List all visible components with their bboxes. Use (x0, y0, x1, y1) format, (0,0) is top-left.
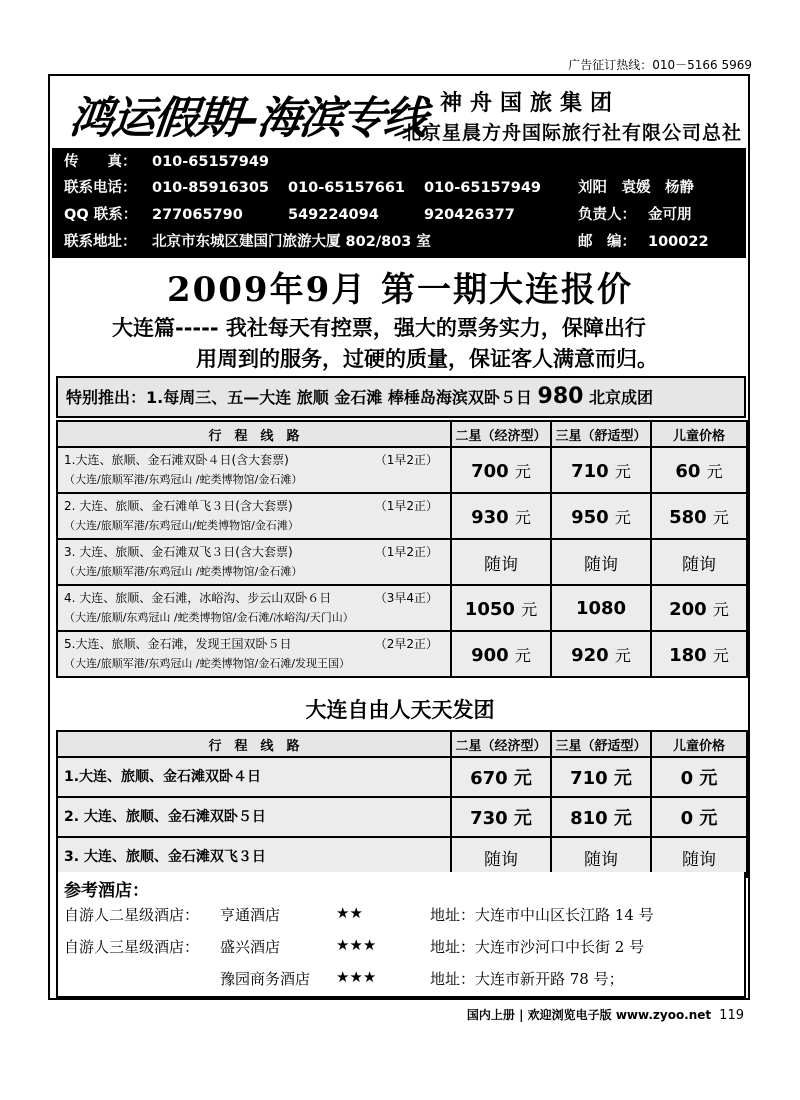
special-offer-text: 特别推出：1.每周三、五—大连 旅顺 金石滩 棒棰岛海滨双卧５日 (66, 388, 532, 407)
price-two-star: 1050 元 (451, 585, 551, 631)
route-meals: （2早2正） (374, 637, 438, 651)
address-text: 北京市东城区建国门旅游大厦 802/803 室 (152, 234, 431, 250)
route-meals: （1早2正） (374, 499, 438, 513)
hotel-address: 地址：大连市沙河口中长街 2 号 (430, 938, 645, 956)
fax-label: 传 真： (64, 154, 137, 170)
column-header-child-price: 儿童价格 (651, 421, 747, 447)
column-header-three-star: 三星（舒适型） (551, 731, 651, 757)
price-child: 0 元 (651, 797, 747, 837)
hotel-name: 盛兴酒店 (220, 938, 281, 956)
price-child: 180 元 (651, 631, 747, 677)
special-offer-suffix: 北京成团 (589, 388, 654, 407)
price-child: 随询 (651, 539, 747, 585)
route-cell (57, 447, 451, 493)
price-child: 200 元 (651, 585, 747, 631)
hotel-address: 地址：大连市中山区长江路 14 号 (430, 906, 654, 924)
route-sites: （大连/旅顺军港/东鸡冠山 /蛇类博物馆/金石滩） (64, 473, 303, 486)
section-title-free-travel: 大连自由人天天发团 (305, 698, 495, 722)
price-child: 60 元 (651, 447, 747, 493)
hotel-name: 豫园商务酒店 (220, 970, 311, 988)
table-row (57, 837, 747, 877)
address-label: 联系地址： (64, 234, 137, 250)
route-sites: （大连/旅顺军港/东鸡冠山/蛇类博物馆/金石滩） (64, 519, 299, 532)
route-meals: （1早2正） (374, 545, 438, 559)
table-row (57, 757, 747, 797)
route-cell (57, 493, 451, 539)
phone-number: 010-85916305 (152, 180, 269, 196)
route-title: 1.大连、旅顺、金石滩双卧４日 (57, 757, 451, 797)
table-row (57, 631, 747, 677)
hotel-category: 自游人三星级酒店： (64, 938, 200, 956)
hotel-name: 亨通酒店 (220, 906, 281, 924)
route-sites: （大连/旅顺军港/东鸡冠山 /蛇类博物馆/金石滩/发现王国） (64, 657, 351, 670)
page-title: 2009年9月 第一期大连报价 (166, 270, 634, 310)
hotels-heading: 参考酒店： (64, 881, 149, 901)
footer-text: 国内上册 | 欢迎浏览电子版 www.zyoo.net (466, 1008, 712, 1022)
manager-name: 金可朋 (648, 207, 692, 223)
page-number: 119 (719, 1008, 744, 1023)
hotel-stars: ★★★ (336, 936, 377, 954)
price-two-star: 随询 (451, 539, 551, 585)
price-three-star: 1080 (551, 585, 651, 631)
reference-hotels (56, 872, 746, 998)
route-title: 3. 大连、旅顺、金石滩双飞３日(含大套票) (64, 545, 293, 559)
brand-title: 鸿运假期–海滨专线 (66, 93, 429, 144)
route-title: 1.大连、旅顺、金石滩双卧４日(含大套票) (64, 453, 289, 467)
qq-number: 277065790 (152, 207, 243, 223)
route-meals: （1早2正） (374, 453, 438, 467)
price-three-star: 810 元 (551, 797, 651, 837)
price-child: 0 元 (651, 757, 747, 797)
hotel-address: 地址：大连市新开路 78 号； (430, 970, 624, 988)
ad-hotline: 广告征订热线：010－5166 5969 (568, 58, 752, 72)
route-meals: （3早4正） (374, 591, 438, 605)
route-title: 5.大连、旅顺、金石滩，发现王国双卧５日 (64, 637, 292, 651)
route-cell (57, 631, 451, 677)
price-three-star: 920 元 (551, 631, 651, 677)
zip-label: 邮 编： (578, 234, 636, 250)
price-two-star: 930 元 (451, 493, 551, 539)
column-header-child-price: 儿童价格 (651, 731, 747, 757)
slogan-line-1: 大连篇----- 我社每天有控票，强大的票务实力，保障出行 (112, 316, 646, 340)
special-offer-price: 980 (537, 384, 584, 409)
price-two-star: 730 元 (451, 797, 551, 837)
route-cell (57, 585, 451, 631)
price-three-star: 950 元 (551, 493, 651, 539)
table-row (57, 493, 747, 539)
phone-number: 010-65157661 (288, 180, 405, 196)
route-title: 4. 大连、旅顺、金石滩，冰峪沟、步云山双卧６日 (64, 591, 332, 605)
table-header-row (57, 731, 747, 757)
zip-code: 100022 (648, 234, 709, 250)
price-child: 580 元 (651, 493, 747, 539)
footer (467, 1006, 744, 1023)
special-offer (56, 376, 746, 418)
route-title: 2. 大连、旅顺、金石滩双卧５日 (57, 797, 451, 837)
route-sites: （大连/旅顺军港/东鸡冠山 /蛇类博物馆/金石滩） (64, 565, 303, 578)
price-three-star: 随询 (551, 539, 651, 585)
price-table-tours (56, 420, 748, 678)
company-group: 神舟国旅集团 (440, 91, 621, 116)
fax-number: 010-65157949 (152, 154, 269, 170)
column-header-two-star: 二星（经济型） (451, 421, 551, 447)
table-row (57, 797, 747, 837)
contact-block (52, 148, 746, 258)
price-two-star: 随询 (451, 837, 551, 877)
manager-label: 负责人： (578, 207, 636, 223)
table-header-row (57, 421, 747, 447)
route-title: 3. 大连、旅顺、金石滩双飞３日 (57, 837, 451, 877)
price-child: 随询 (651, 837, 747, 877)
staff-names: 刘阳 袁媛 杨静 (578, 180, 694, 196)
price-two-star: 670 元 (451, 757, 551, 797)
route-cell (57, 539, 451, 585)
price-three-star: 710 元 (551, 447, 651, 493)
route-sites: （大连/旅顺/东鸡冠山 /蛇类博物馆/金石滩/冰峪沟/天门山） (64, 611, 354, 624)
column-header-two-star: 二星（经济型） (451, 731, 551, 757)
price-two-star: 700 元 (451, 447, 551, 493)
price-three-star: 710 元 (551, 757, 651, 797)
route-title: 2. 大连、旅顺、金石滩单飞３日(含大套票) (64, 499, 293, 513)
slogan-line-2: 用周到的服务，过硬的质量，保证客人满意而归。 (196, 347, 658, 371)
price-two-star: 900 元 (451, 631, 551, 677)
price-three-star: 随询 (551, 837, 651, 877)
column-header-route: 行 程 线 路 (57, 731, 451, 757)
qq-label: QQ 联系： (64, 207, 138, 223)
hotel-stars: ★★★ (336, 968, 377, 986)
phone-number: 010-65157949 (424, 180, 541, 196)
table-row (57, 539, 747, 585)
column-header-three-star: 三星（舒适型） (551, 421, 651, 447)
table-row (57, 585, 747, 631)
phone-label: 联系电话： (64, 180, 137, 196)
company-full-name: 北京星晨方舟国际旅行社有限公司总社 (402, 122, 743, 144)
hotel-category: 自游人二星级酒店： (64, 906, 200, 924)
table-row (57, 447, 747, 493)
price-table-free-travel (56, 730, 748, 878)
qq-number: 920426377 (424, 207, 515, 223)
column-header-route: 行 程 线 路 (57, 421, 451, 447)
hotel-stars: ★★ (336, 904, 363, 922)
qq-number: 549224094 (288, 207, 379, 223)
